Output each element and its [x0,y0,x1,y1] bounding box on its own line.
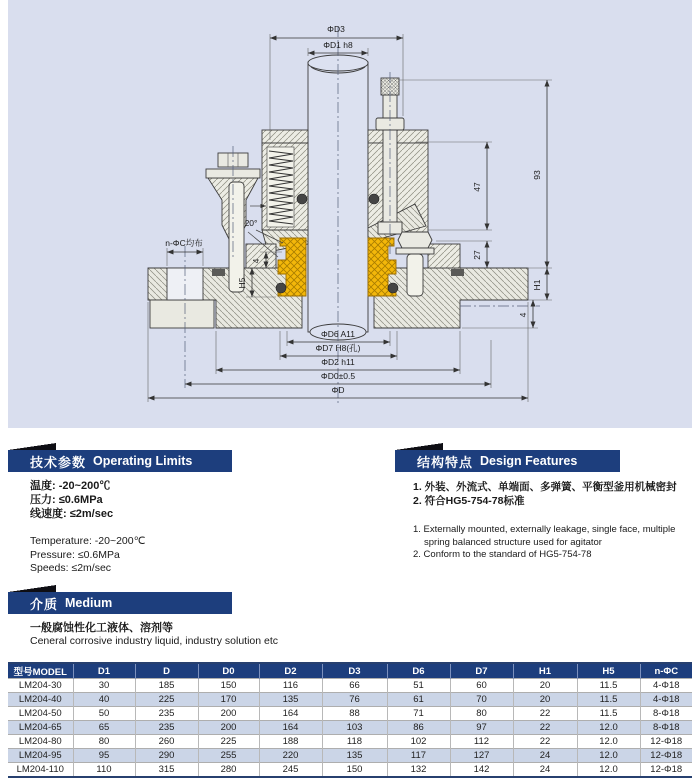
dim-label-93: 93 [532,170,542,180]
table-cell: 22 [513,721,577,735]
dim-label-d2: ΦD2 h11 [321,357,355,367]
table-cell: 51 [387,679,450,693]
operating-limits-en [30,535,145,576]
dim-label-d1: ΦD1 h8 [323,40,353,50]
header-flag [8,585,56,592]
table-row [8,735,692,749]
table-cell: 12.0 [577,749,640,763]
column-header: D0 [198,663,259,679]
table-cell: 97 [450,721,513,735]
table-cell: 86 [387,721,450,735]
design-features-en [413,524,698,562]
table-cell: 135 [259,693,322,707]
table-cell: 116 [259,679,322,693]
table-cell: 8-Φ18 [640,721,692,735]
table-cell: 80 [450,707,513,721]
table-cell: 24 [513,763,577,778]
table-cell: 142 [450,763,513,778]
feature-item: 2. 符合HG5-754-78标准 [413,494,525,507]
o-ring [388,283,398,293]
limit-line: 温度: -20~200℃ [30,480,111,492]
table-cell: 20 [513,679,577,693]
table-row [8,707,692,721]
table-cell: LM204-40 [8,693,73,707]
o-ring [276,283,286,293]
column-header: D6 [387,663,450,679]
dim-label-47: 47 [472,182,482,192]
table-cell: 12.0 [577,735,640,749]
table-cell: 132 [387,763,450,778]
dim-label-27: 27 [472,250,482,260]
dim-label-d3: ΦD3 [327,24,345,34]
column-header: D1 [73,663,135,679]
column-header: H1 [513,663,577,679]
medium-header [8,592,232,614]
dim-label-d: ΦD [331,385,345,395]
operating-limits-title-zh: 技术参数 [30,454,87,470]
column-header: D [135,663,198,679]
table-cell: 50 [73,707,135,721]
design-features-header [395,450,620,472]
feature-item: 2. Conform to the standard of HG5-754-78 [413,549,592,560]
table-cell: 315 [135,763,198,778]
table-row [8,693,692,707]
dim-label-h5: H5 [237,277,247,289]
table-row [8,749,692,763]
table-cell: LM204-110 [8,763,73,778]
table-cell: 235 [135,721,198,735]
table-cell: 22 [513,735,577,749]
table-cell: 70 [450,693,513,707]
medium-title-zh: 介质 [30,596,59,612]
table-cell: 103 [322,721,387,735]
dim-label-h1: H1 [532,279,542,291]
gasket-right [451,269,464,276]
seat-block-left [246,244,276,268]
medium-line-en: Ceneral corrosive industry liquid, industry solution etc [30,635,279,647]
dim-label-4-mid: 4 [251,258,261,264]
table-cell: 185 [135,679,198,693]
dim-label-20deg: 20° [244,218,258,228]
dim-label-d0: ΦD0±0.5 [320,371,356,381]
medium-title-en: Medium [65,596,113,610]
dim-label-n-phi-c: n-ΦC均布 [165,238,203,248]
table-cell: 225 [135,693,198,707]
operating-limits-header [8,450,232,472]
dim-label-4-right: 4 [518,312,528,318]
table-cell: 260 [135,735,198,749]
table-cell: 150 [198,679,259,693]
table-cell: 117 [387,749,450,763]
table-cell: 255 [198,749,259,763]
table-cell: 12.0 [577,721,640,735]
table-cell: 200 [198,721,259,735]
table-cell: 12-Φ18 [640,763,692,778]
table-cell: LM204-65 [8,721,73,735]
design-features-title-en: Design Features [480,454,578,468]
table-cell: 20 [513,693,577,707]
table-cell: 71 [387,707,450,721]
column-header: D2 [259,663,322,679]
vessel-wall [150,300,214,328]
table-cell: 164 [259,721,322,735]
medium-text [30,622,278,648]
table-cell: 280 [198,763,259,778]
table-cell: 22 [513,707,577,721]
table-cell: LM204-95 [8,749,73,763]
table-cell: 11.5 [577,693,640,707]
column-header: 型号MODEL [8,663,73,679]
limit-line: Pressure: ≤0.6MPa [30,548,120,561]
table-row [8,679,692,693]
table-cell: 164 [259,707,322,721]
column-header: H5 [577,663,640,679]
operating-limits-title-en: Operating Limits [93,454,193,468]
table-cell: 11.5 [577,679,640,693]
operating-limits-zh [30,479,113,521]
limit-line: 压力: ≤0.6MPa [30,494,103,506]
table-cell: 12.0 [577,763,640,778]
table-cell: 150 [322,763,387,778]
column-header: D7 [450,663,513,679]
table-cell: 11.5 [577,707,640,721]
table-cell: LM204-80 [8,735,73,749]
table-cell: 40 [73,693,135,707]
table-cell: 188 [259,735,322,749]
header-flag [8,443,56,450]
column-header: n-ΦC [640,663,692,679]
table-cell: 220 [259,749,322,763]
table-cell: 60 [450,679,513,693]
feature-item: 1. 外装、外流式、单端面、多弹簧、平衡型釜用机械密封 [413,481,677,493]
spec-table-body [8,679,692,778]
table-row [8,763,692,778]
limit-line: Speeds: ≤2m/sec [30,562,112,574]
design-features-title-zh: 结构特点 [417,454,474,470]
table-cell: 65 [73,721,135,735]
table-cell: 8-Φ18 [640,707,692,721]
table-cell: 200 [198,707,259,721]
table-cell: 225 [198,735,259,749]
table-cell: 112 [450,735,513,749]
design-features-zh [413,481,691,508]
table-cell: 61 [387,693,450,707]
table-cell: 290 [135,749,198,763]
o-ring [369,194,379,204]
gasket-left [212,269,225,276]
table-cell: 110 [73,763,135,778]
medium-line-zh: 一般腐蚀性化工液体、溶剂等 [30,622,173,634]
table-cell: 118 [322,735,387,749]
column-header: D3 [322,663,387,679]
feature-item: 1. Externally mounted, externally leakage, single face, multiple spring balanced structure used for agitator [413,524,676,548]
limit-line: 线速度: ≤2m/sec [30,508,114,520]
table-cell: 66 [322,679,387,693]
table-cell: LM204-50 [8,707,73,721]
table-cell: 102 [387,735,450,749]
table-cell: LM204-30 [8,679,73,693]
table-cell: 12-Φ18 [640,749,692,763]
table-cell: 76 [322,693,387,707]
table-cell: 80 [73,735,135,749]
table-cell: 135 [322,749,387,763]
table-cell: 12-Φ18 [640,735,692,749]
table-cell: 24 [513,749,577,763]
table-cell: 245 [259,763,322,778]
table-cell: 170 [198,693,259,707]
limit-line: Temperature: -20~200℃ [30,535,146,547]
table-cell: 95 [73,749,135,763]
header-flag [395,443,443,450]
table-cell: 4-Φ18 [640,679,692,693]
table-row [8,721,692,735]
spec-table [8,662,692,778]
table-cell: 88 [322,707,387,721]
spec-table-head-row [8,663,692,679]
table-cell: 4-Φ18 [640,693,692,707]
table-cell: 127 [450,749,513,763]
dim-label-d6: ΦD6 A11 [320,329,356,339]
table-cell: 235 [135,707,198,721]
o-ring [297,194,307,204]
table-cell: 30 [73,679,135,693]
dim-label-d7: ΦD7 H8(孔) [315,343,361,353]
